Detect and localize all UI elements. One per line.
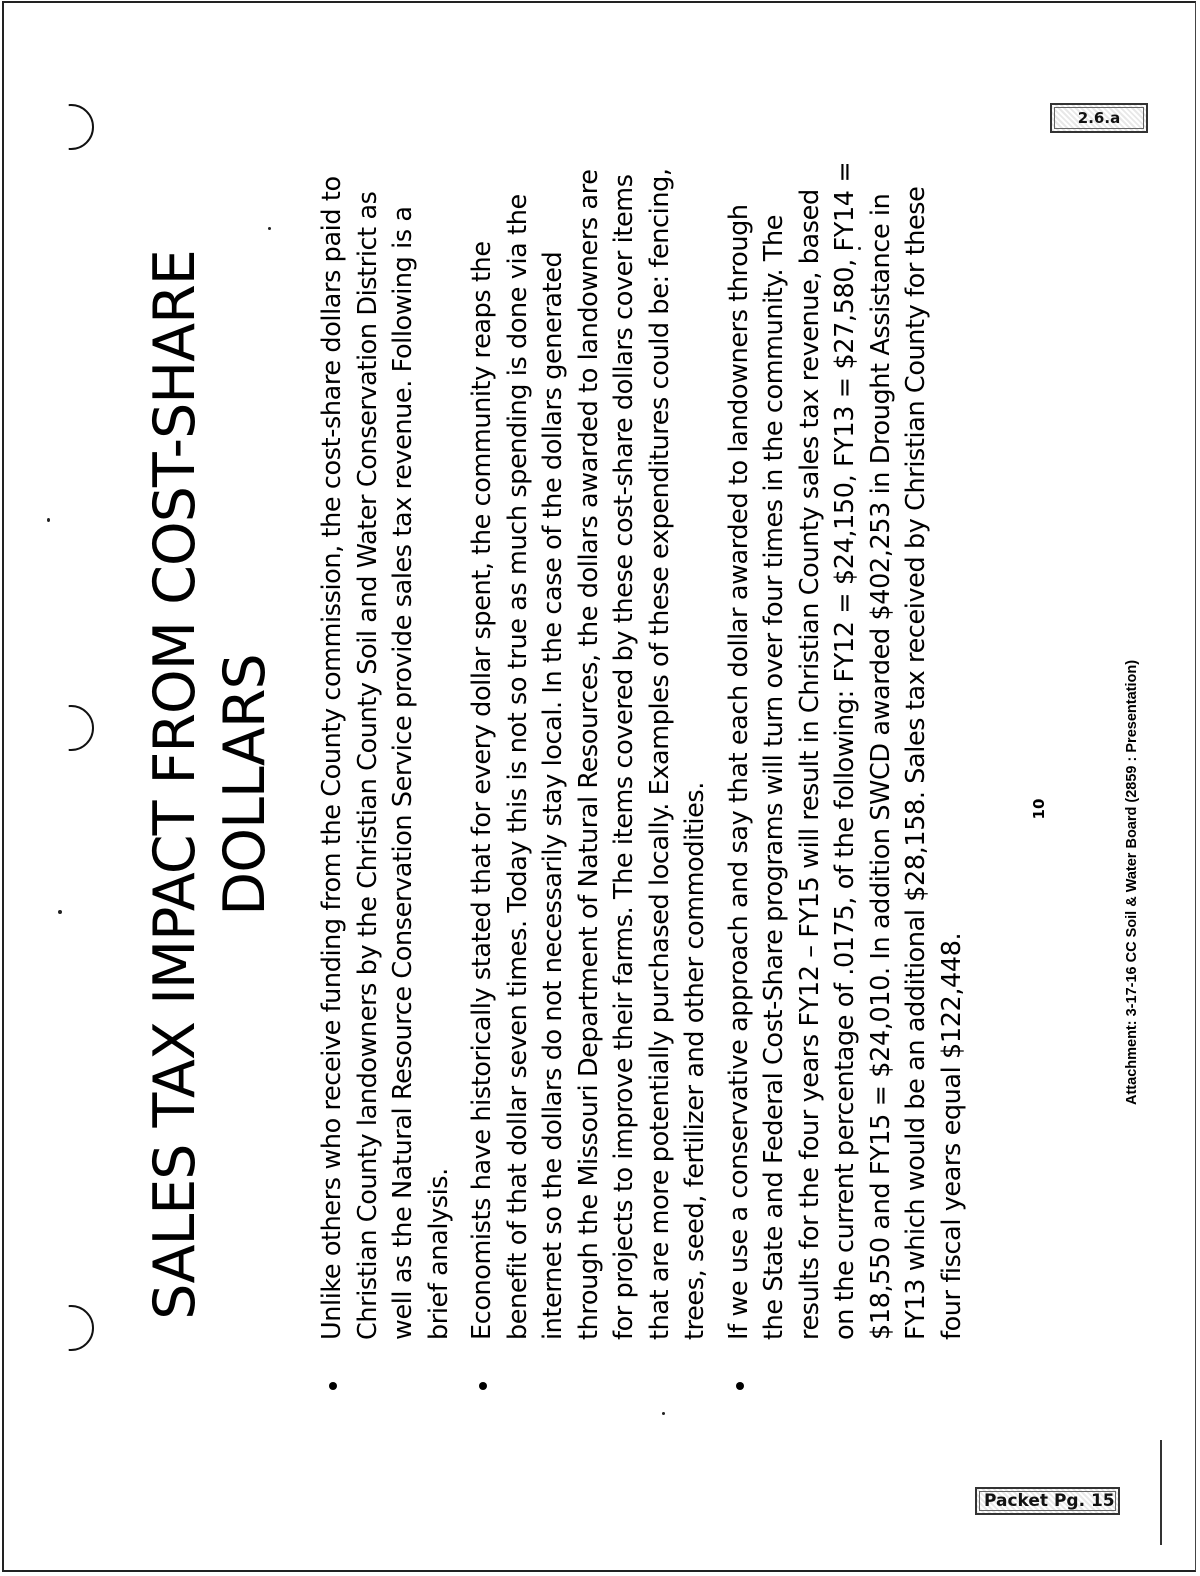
scan-speck <box>58 910 62 914</box>
bullet-dot-icon <box>329 1382 337 1390</box>
bullet-item <box>722 150 971 1420</box>
bullet-item <box>465 150 714 1420</box>
bullet-list <box>315 150 970 1420</box>
bullet-text: If we use a conservative approach and say that each dollar awarded to landowners through the State and Federal Cost-Share programs will turn over four times in the community. The results for the four years FY12 – FY15 will result in Christian County sales tax revenue, based on the current percentage of .0175, of the following: FY12 = $24,150, FY13 = $27,580, FY14 = $18,550 and FY15 = $24,010. In addition SWCD awarded $402,253 in Drought Assistance in FY13 which would be an additional $28,158. Sales tax received by Christian County for these four fiscal years equal $122,448. <box>723 161 967 1340</box>
bullet-dot-icon <box>736 1382 744 1390</box>
margin-rule <box>1160 1440 1162 1545</box>
scan-speck <box>47 518 50 522</box>
packet-page-label: Packet Pg. 15 <box>979 1491 1116 1511</box>
bullet-text: Unlike others who receive funding from the County commission, the cost-share dollars paid to Christian County landowners by the Christian County Soil and Water Conservation District as well as the Natural Resource Conservation Service provide sales tax revenue. Following is a brief analysis. <box>317 176 454 1340</box>
attachment-footer: Attachment: 3-17-16 CC Soil & Water Board (2859 : Presentation) <box>1124 659 1140 1105</box>
packet-page-stamp <box>975 1487 1120 1515</box>
bullet-dot-icon <box>479 1382 487 1390</box>
section-stamp <box>1050 103 1148 133</box>
bullet-item <box>315 150 457 1420</box>
slide-page-number: 10 <box>1030 798 1048 820</box>
section-stamp-label: 2.6.a <box>1054 107 1144 129</box>
rotated-slide <box>140 150 978 1420</box>
bullet-text: Economists have historically stated that for every dollar spent, the community reaps the benefit of that dollar seven times. Today this is not so true as much spending is done via the internet so the dollars do not necessarily stay local. In the case of the dollars generated through the Missouri Department of Natural Resources, the dollars awarded to landowners are for projects to improve their farms. The items covered by these cost-share dollars cover items that are more potentially purchased locally. Examples of these expenditures could be: fencing, trees, seed, fertilizer and other commodities. <box>467 168 710 1340</box>
slide-title: SALES TAX IMPACT FROM COST-SHARE DOLLARS <box>142 250 278 1320</box>
